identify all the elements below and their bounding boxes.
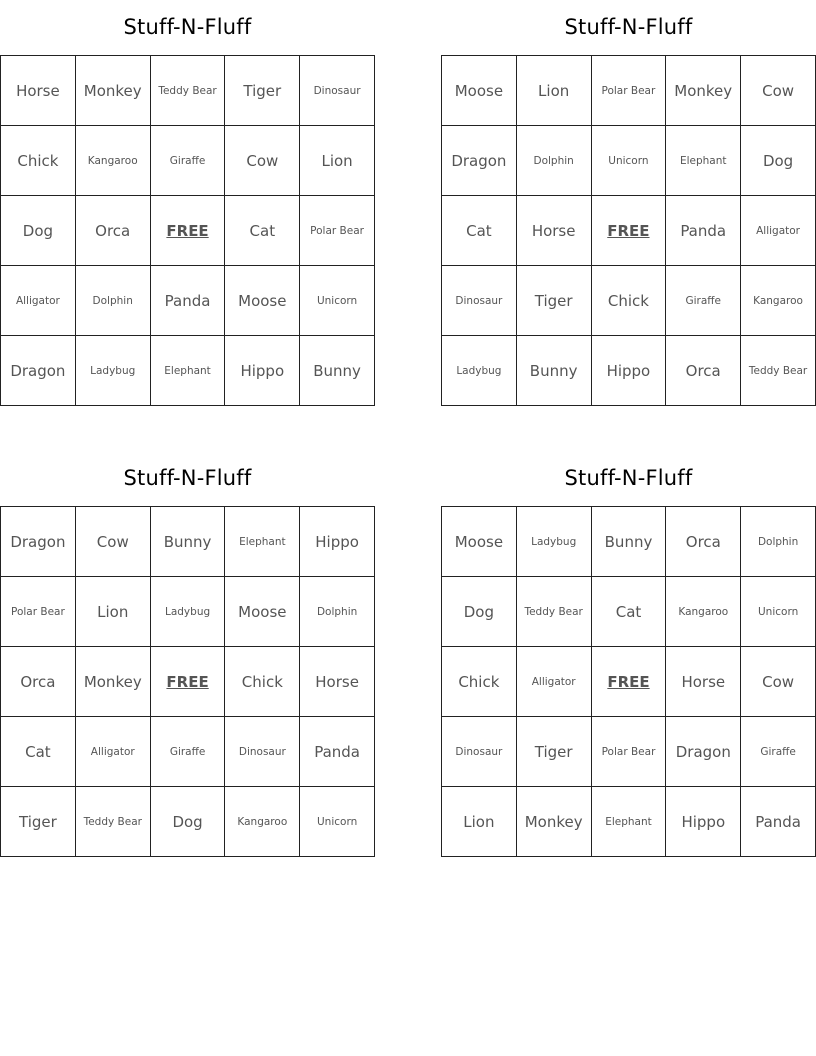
grid-cell: Kangaroo: [666, 577, 741, 647]
grid-cell: Moose: [225, 266, 300, 336]
grid-cell: Moose: [442, 507, 517, 577]
grid-cell: Alligator: [741, 196, 816, 266]
card-title: Stuff-N-Fluff: [123, 15, 252, 39]
grid-cell: Giraffe: [150, 717, 225, 787]
grid-cell: Ladybug: [516, 507, 591, 577]
grid-cell: Hippo: [300, 507, 375, 577]
grid-cell: Dolphin: [300, 577, 375, 647]
grid-row: [1, 126, 375, 196]
grid-cell: Dog: [1, 196, 76, 266]
grid-cell: Lion: [516, 56, 591, 126]
grid-cell: Dragon: [666, 717, 741, 787]
card-title: Stuff-N-Fluff: [564, 15, 693, 39]
grid-cell: Lion: [300, 126, 375, 196]
grid-cell: Chick: [591, 266, 666, 336]
grid-cell: Unicorn: [741, 577, 816, 647]
grid-row: [1, 266, 375, 336]
grid-cell: Giraffe: [150, 126, 225, 196]
grid-cell: Bunny: [591, 507, 666, 577]
grid-cell: Orca: [666, 336, 741, 406]
grid-row: [442, 126, 816, 196]
grid-cell: Horse: [666, 647, 741, 717]
grid-cell: Lion: [442, 787, 517, 857]
grid-row: [442, 266, 816, 336]
grid-cell: Teddy Bear: [741, 336, 816, 406]
grid-cell: Dinosaur: [442, 266, 517, 336]
grid-row: [1, 336, 375, 406]
grid-row: [442, 196, 816, 266]
grid-cell: Dolphin: [516, 126, 591, 196]
grid-cell: Chick: [1, 126, 76, 196]
grid-cell: Cat: [225, 196, 300, 266]
grid-cell: Dragon: [442, 126, 517, 196]
grid-row: [1, 196, 375, 266]
grid-cell: Teddy Bear: [516, 577, 591, 647]
grid-cell: Elephant: [591, 787, 666, 857]
grid-cell: Tiger: [1, 787, 76, 857]
grid-cell: Polar Bear: [1, 577, 76, 647]
grid-cell: Panda: [741, 787, 816, 857]
grid-cell: Kangaroo: [225, 787, 300, 857]
grid-row: [442, 56, 816, 126]
grid-cell: Horse: [300, 647, 375, 717]
grid-row: [442, 647, 816, 717]
grid-cell: Orca: [666, 507, 741, 577]
grid-cell: Polar Bear: [300, 196, 375, 266]
grid-cell: Panda: [300, 717, 375, 787]
grid-cell: Hippo: [225, 336, 300, 406]
grid-cell: Dinosaur: [300, 56, 375, 126]
grid-cell: Tiger: [516, 717, 591, 787]
grid-cell: Kangaroo: [741, 266, 816, 336]
grid-row: [1, 717, 375, 787]
grid-cell: Chick: [225, 647, 300, 717]
grid-cell: Cat: [442, 196, 517, 266]
grid-cell: Teddy Bear: [150, 56, 225, 126]
grid-cell: Ladybug: [75, 336, 150, 406]
grid-cell: Dragon: [1, 507, 76, 577]
bingo-grid: [441, 506, 816, 857]
grid-cell: Monkey: [666, 56, 741, 126]
grid-cell: Cow: [225, 126, 300, 196]
grid-cell: Dolphin: [741, 507, 816, 577]
grid-cell: Ladybug: [442, 336, 517, 406]
grid-cell: Orca: [1, 647, 76, 717]
grid-row: [1, 56, 375, 126]
grid-cell: Teddy Bear: [75, 787, 150, 857]
grid-cell: Bunny: [516, 336, 591, 406]
grid-cell: Tiger: [225, 56, 300, 126]
grid-cell: Moose: [442, 56, 517, 126]
grid-cell: Monkey: [75, 647, 150, 717]
grid-row: [442, 787, 816, 857]
free-space: FREE: [150, 647, 225, 717]
grid-cell: Unicorn: [591, 126, 666, 196]
grid-row: [1, 577, 375, 647]
grid-cell: Bunny: [300, 336, 375, 406]
free-space: FREE: [591, 196, 666, 266]
grid-cell: Dog: [442, 577, 517, 647]
grid-cell: Polar Bear: [591, 717, 666, 787]
grid-cell: Elephant: [225, 507, 300, 577]
grid-row: [442, 717, 816, 787]
grid-cell: Giraffe: [741, 717, 816, 787]
grid-cell: Giraffe: [666, 266, 741, 336]
grid-cell: Cow: [741, 56, 816, 126]
grid-cell: Horse: [1, 56, 76, 126]
grid-cell: Dragon: [1, 336, 76, 406]
grid-cell: Bunny: [150, 507, 225, 577]
grid-cell: Unicorn: [300, 266, 375, 336]
grid-cell: Chick: [442, 647, 517, 717]
grid-cell: Monkey: [75, 56, 150, 126]
grid-cell: Alligator: [1, 266, 76, 336]
grid-cell: Lion: [75, 577, 150, 647]
free-space: FREE: [591, 647, 666, 717]
grid-cell: Hippo: [591, 336, 666, 406]
grid-cell: Kangaroo: [75, 126, 150, 196]
card-title: Stuff-N-Fluff: [564, 466, 693, 490]
grid-cell: Elephant: [150, 336, 225, 406]
grid-cell: Alligator: [75, 717, 150, 787]
grid-cell: Cow: [75, 507, 150, 577]
grid-cell: Dog: [741, 126, 816, 196]
grid-row: [442, 577, 816, 647]
grid-cell: Dinosaur: [442, 717, 517, 787]
grid-cell: Elephant: [666, 126, 741, 196]
grid-cell: Orca: [75, 196, 150, 266]
grid-cell: Moose: [225, 577, 300, 647]
bingo-grid: [0, 55, 375, 406]
grid-cell: Dolphin: [75, 266, 150, 336]
bingo-grid: [0, 506, 375, 857]
grid-cell: Hippo: [666, 787, 741, 857]
grid-cell: Cow: [741, 647, 816, 717]
grid-row: [442, 336, 816, 406]
grid-cell: Alligator: [516, 647, 591, 717]
grid-cell: Ladybug: [150, 577, 225, 647]
grid-cell: Panda: [666, 196, 741, 266]
grid-cell: Monkey: [516, 787, 591, 857]
grid-cell: Dog: [150, 787, 225, 857]
grid-cell: Polar Bear: [591, 56, 666, 126]
free-space: FREE: [150, 196, 225, 266]
grid-cell: Cat: [591, 577, 666, 647]
grid-row: [1, 507, 375, 577]
grid-cell: Cat: [1, 717, 76, 787]
grid-cell: Unicorn: [300, 787, 375, 857]
grid-cell: Dinosaur: [225, 717, 300, 787]
grid-cell: Panda: [150, 266, 225, 336]
grid-row: [442, 507, 816, 577]
grid-row: [1, 787, 375, 857]
bingo-grid: [441, 55, 816, 406]
grid-cell: Tiger: [516, 266, 591, 336]
grid-cell: Horse: [516, 196, 591, 266]
card-title: Stuff-N-Fluff: [123, 466, 252, 490]
grid-row: [1, 647, 375, 717]
